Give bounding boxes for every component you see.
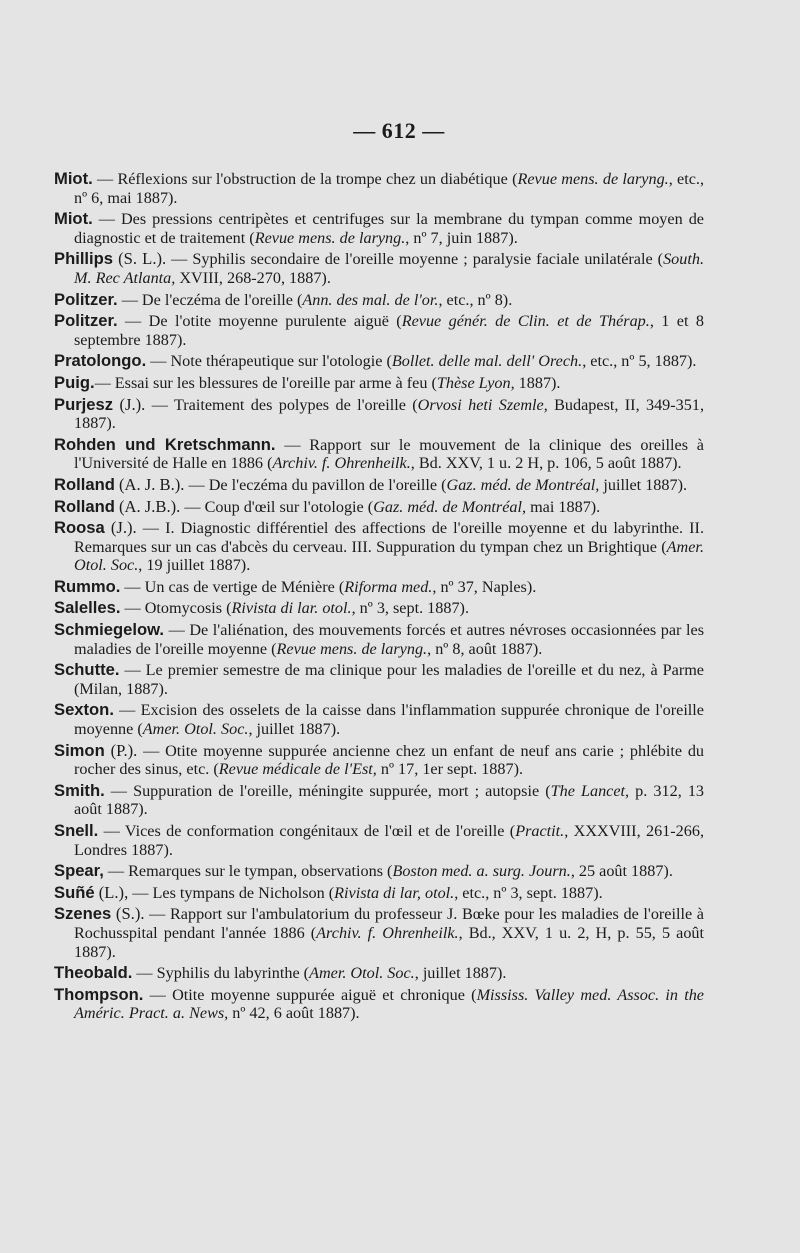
entry-author-initials: (J.). — [104, 518, 137, 538]
entry-journal: Mississ. Valley med. Assoc. in the Améric. Pract. a. News, — [74, 985, 704, 1023]
entry-author: Smith. — [54, 780, 105, 800]
entry-author: Schutte. — [54, 660, 120, 680]
entry-author: Roosa (J.). — [54, 518, 137, 538]
entry-reference: , juillet 1887). — [248, 720, 341, 739]
entry-text: — Otite moyenne suppurée aiguë et chronique ( — [143, 985, 477, 1004]
entry-text: — Traitement des polypes de l'oreille ( — [145, 395, 418, 414]
entry-journal: Amer. Otol. Soc. — [142, 720, 249, 739]
entry-reference: , 25 août 1887). — [570, 862, 673, 881]
entry-journal: Rivista di lar, otol. — [334, 883, 455, 902]
entry-author-initials: (J.). — [113, 394, 146, 414]
bibliography-entry — [54, 742, 704, 779]
entry-author-initials: (L.), — [94, 882, 129, 902]
entry-journal: Amer. Otol. Soc. — [74, 537, 704, 575]
entry-reference: , etc., nº 8). — [438, 290, 513, 309]
entry-text: — Les tympans de Nicholson ( — [128, 883, 335, 902]
entry-reference: , juillet 1887). — [414, 964, 507, 983]
entry-journal: Archiv. f. Ohrenheilk. — [272, 454, 411, 473]
entry-text: — Vices de conformation congénitaux de l'œil et de l'oreille ( — [98, 822, 516, 840]
entry-journal: Gaz. méd. de Montréal, — [446, 475, 600, 494]
entry-author: Rolland (A. J. B.). — [54, 474, 185, 494]
entry-author: Spear, — [54, 861, 104, 881]
entry-reference: , nº 3, sept. 1887). — [351, 599, 469, 618]
entry-text: — Remarques sur le tympan, observations ( — [103, 862, 393, 881]
bibliography-entry — [54, 476, 704, 495]
entry-text: — Rapport sur le mouvement de la clinique des oreilles à l'Université de Halle en 1886 ( — [74, 435, 704, 473]
entry-author: Pratolongo. — [54, 351, 147, 371]
entry-journal: Riforma med. — [344, 577, 433, 596]
entry-text: — Un cas de vertige de Ménière ( — [120, 577, 345, 596]
bibliography-entry — [54, 661, 704, 698]
entry-author: Thompson. — [54, 984, 144, 1004]
bibliography-entry — [54, 170, 704, 207]
entry-author: Simon (P.). — [54, 740, 138, 760]
bibliography-entry — [54, 905, 704, 961]
entry-text: — Otomycosis ( — [120, 599, 232, 618]
entry-text: — Syphilis du labyrinthe ( — [132, 964, 310, 983]
bibliography-entry — [54, 312, 704, 349]
entry-journal: The Lancet, — [550, 781, 630, 800]
entry-text: — Suppuration de l'oreille, méningite suppurée, mort ; autopsie ( — [104, 781, 551, 800]
entry-author: Snell. — [54, 821, 99, 840]
entry-journal: Bollet. delle mal. dell' Orech. — [391, 352, 583, 371]
entry-author: Rohden und Kretschmann. — [54, 434, 276, 454]
entry-reference: , etc., nº 6, mai 1887). — [74, 170, 704, 207]
entry-reference: juillet 1887). — [599, 475, 688, 494]
entry-text: — Essai sur les blessures de l'oreille par arme à feu ( — [94, 373, 437, 392]
entry-text: — Note thérapeutique sur l'otologie ( — [146, 352, 392, 371]
entry-text: — Otite moyenne suppurée ancienne chez un enfant de neuf ans carie ; phlébite du rocher des sinus, etc. ( — [74, 741, 705, 779]
entry-journal: Boston med. a. surg. Journ. — [392, 862, 571, 881]
entry-text: — Le premier semestre de ma clinique pour les maladies de l'oreille et du nez, à Parme (Milan, 1887). — [74, 661, 704, 698]
entry-journal: Revue médicale de l'Est, — [218, 760, 377, 779]
bibliography-entry — [54, 210, 704, 247]
entry-journal: Revue mens. de laryng. — [276, 639, 428, 658]
entry-journal: Amer. Otol. Soc. — [309, 964, 415, 983]
bibliography-entry — [54, 822, 704, 859]
bibliography-entry — [54, 701, 704, 738]
entry-text: — De l'otite moyenne purulente aiguë ( — [117, 312, 402, 331]
entry-reference: , Bd., XXV, 1 u. 2, H, p. 55, 5 août 1887). — [74, 923, 705, 961]
entry-text: — Syphilis secondaire de l'oreille moyenne ; paralysie faciale unilatérale ( — [166, 250, 664, 269]
entry-text: — I. Diagnostic différentiel des affections de l'oreille moyenne et du labyrinthe. II. Remarques sur un cas d'abcès du cerveau. III. Suppuration du tympan chez un Brightique ( — [74, 519, 704, 556]
entry-text: — Des pressions centripètes et centrifuges sur la membrane du tympan comme moyen de diagnostic et de traitement ( — [74, 210, 704, 247]
entry-text: — De l'aliénation, des mouvements forcés et autres névroses occasionnées par les maladies de l'oreille moyenne ( — [74, 621, 704, 658]
entry-author: Sexton. — [54, 700, 114, 720]
entry-reference: p. 312, 13 août 1887). — [74, 781, 705, 819]
entry-author: Rolland (A. J.B.). — [54, 496, 181, 516]
entry-author: Miot. — [54, 169, 93, 188]
entry-reference: , nº 7, juin 1887). — [405, 228, 518, 247]
entry-author-initials: (S.). — [111, 904, 145, 924]
bibliography-entry — [54, 599, 704, 618]
entry-journal: Gaz. méd. de Montréal, — [373, 497, 527, 516]
entry-reference: nº 42, 6 août 1887). — [228, 1004, 360, 1023]
entry-journal: Rivista di lar. otol. — [231, 599, 352, 618]
entry-text: — Réflexions sur l'obstruction de la trompe chez un diabétique ( — [92, 170, 518, 188]
bibliography-entry — [54, 964, 704, 983]
bibliography-entry — [54, 782, 704, 819]
entry-journal: Orvosi heti Szemle, — [417, 395, 548, 414]
entry-reference: , 1 et 8 septembre 1887). — [74, 312, 704, 349]
entry-journal: South. M. Rec Atlanta, — [74, 250, 704, 287]
entry-reference: , etc., nº 3, sept. 1887). — [454, 883, 603, 902]
page-number: — 612 — — [353, 118, 445, 143]
entry-author: Politzer. — [54, 311, 118, 331]
entry-text: — De l'eczéma de l'oreille ( — [117, 290, 303, 309]
bibliography-entry — [54, 436, 704, 473]
bibliography-entry — [54, 250, 704, 287]
entry-author: Rummo. — [54, 576, 121, 596]
entry-reference: Budapest, II, 349-351, 1887). — [74, 395, 704, 433]
entry-author: Puig. — [54, 372, 95, 392]
bibliography-entry — [54, 862, 704, 881]
entry-journal: Ann. des mal. de l'or. — [302, 290, 439, 309]
entry-text: — Coup d'œil sur l'otologie ( — [180, 497, 374, 516]
bibliography-entry — [54, 621, 704, 658]
bibliography-entry — [54, 986, 704, 1023]
bibliography-entry — [54, 352, 704, 371]
bibliography-list — [54, 170, 704, 1023]
entry-text: — Rapport sur l'ambulatorium du professeur J. Bœke pour les maladies de l'oreille à Rochusspital pendant l'année 1886 ( — [74, 905, 704, 942]
entry-journal: Thèse Lyon, — [436, 373, 515, 392]
entry-reference: mai 1887). — [526, 497, 601, 516]
entry-reference: , 19 juillet 1887). — [138, 556, 251, 575]
entry-author-initials: (P.). — [104, 740, 138, 760]
entry-reference: , etc., nº 5, 1887). — [582, 352, 697, 371]
entry-author: Purjesz (J.). — [54, 394, 146, 414]
entry-journal: Practit. — [515, 822, 565, 840]
entry-reference: nº 17, 1er sept. 1887). — [376, 760, 524, 779]
entry-author: Theobald. — [54, 963, 133, 983]
entry-reference: , XXXVIII, 261-266, Londres 1887). — [74, 822, 704, 859]
entry-reference: , nº 8, août 1887). — [427, 639, 543, 658]
entry-author-initials: (A. J.B.). — [114, 496, 181, 516]
entry-author: Salelles. — [54, 598, 121, 618]
entry-reference: , nº 37, Naples). — [432, 577, 537, 596]
entry-journal: Revue mens. de laryng. — [517, 170, 669, 188]
bibliography-entry — [54, 291, 704, 310]
bibliography-entry — [54, 396, 704, 433]
entry-author: Schmiegelow. — [54, 620, 165, 640]
entry-reference: XVIII, 268-270, 1887). — [175, 268, 331, 287]
entry-author: Phillips (S. L.). — [54, 249, 167, 269]
entry-author: Miot. — [54, 209, 93, 229]
entry-author-initials: (S. L.). — [113, 249, 167, 269]
bibliography-entry — [54, 498, 704, 517]
bibliography-entry — [54, 374, 704, 393]
entry-journal: Revue mens. de laryng. — [254, 228, 406, 247]
entry-author: Szenes (S.). — [54, 904, 145, 924]
entry-text: — De l'eczéma du pavillon de l'oreille ( — [184, 475, 447, 494]
bibliography-entry — [54, 578, 704, 597]
entry-journal: Archiv. f. Ohrenheilk. — [316, 923, 459, 942]
entry-journal: Revue génér. de Clin. et de Thérap. — [401, 312, 650, 331]
bibliography-entry — [54, 519, 704, 575]
entry-author: Politzer. — [54, 289, 118, 309]
entry-reference: , Bd. XXV, 1 u. 2 H, p. 106, 5 août 1887). — [410, 454, 682, 473]
entry-reference: 1887). — [514, 373, 561, 392]
entry-text: — Excision des osselets de la caisse dans l'inflammation suppurée chronique de l'oreille moyenne ( — [74, 701, 704, 739]
entry-author: Suñé (L.), — [54, 882, 129, 902]
entry-author-initials: (A. J. B.). — [114, 474, 185, 494]
bibliography-entry — [54, 884, 704, 903]
